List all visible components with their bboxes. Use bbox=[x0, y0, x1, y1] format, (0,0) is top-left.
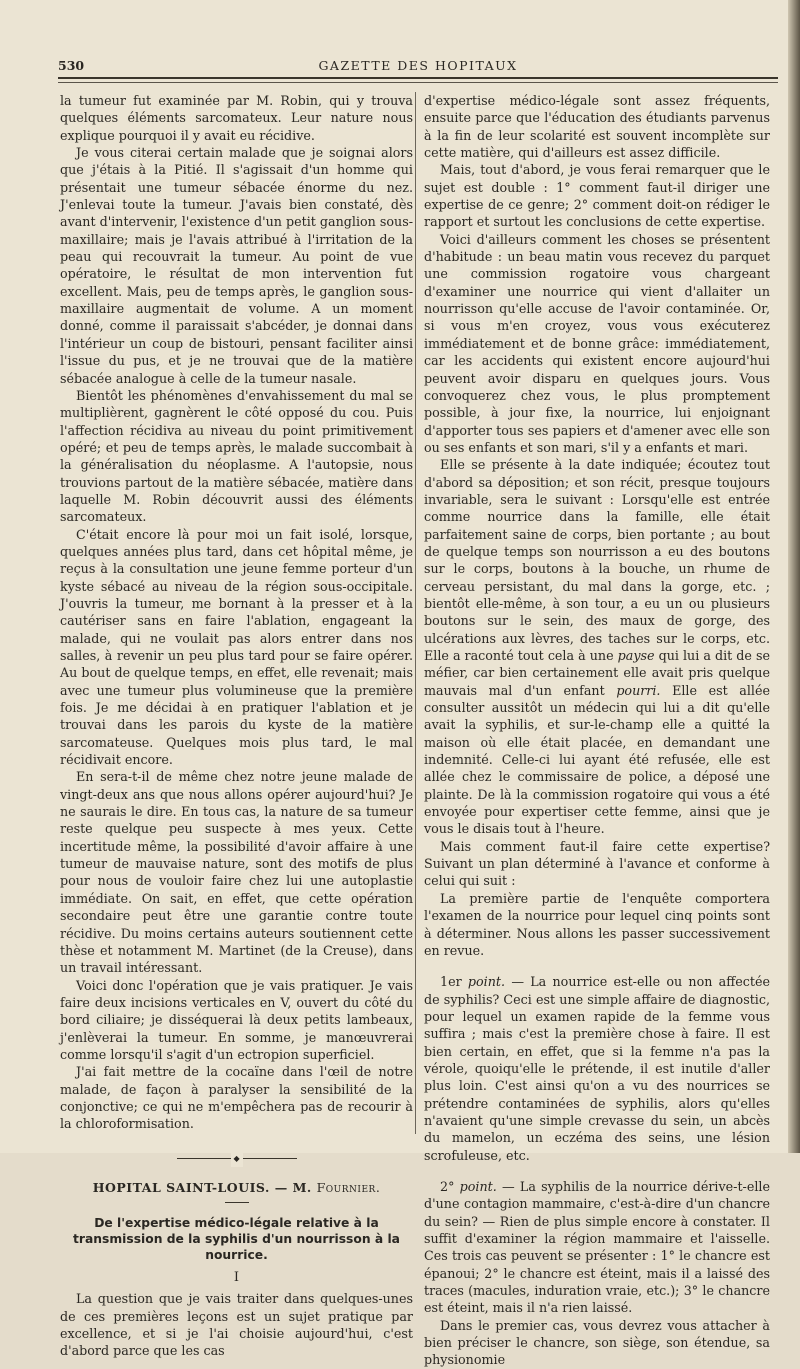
paragraph: Mais comment faut-il faire cette expertise? Suivant un plan déterminé à l'avance et conforme à celui qui suit : bbox=[424, 838, 770, 889]
page-number: 530 bbox=[58, 58, 85, 73]
part-numeral: I bbox=[233, 1269, 240, 1285]
paragraph: La première partie de l'enquête comportera l'examen de la nourrice pour lequel cinq points sont à déterminer. Nous allons les passer successivement en revue. bbox=[424, 890, 770, 958]
paragraph bbox=[424, 973, 770, 1164]
text-run: qui lui a dit de se méfier, car bien certainement elle avait pris quelque mauvais mal d'un enfant bbox=[424, 648, 770, 698]
paragraph: Je vous citerai certain malade que je soignai alors que j'étais à la Pitié. Il s'agissait d'un homme qui présentait une tumeur sébacée énorme du nez. J'enlevai toute la tumeur. J'avais bien constaté, dès avant d'intervenir, l'existence d'un petit ganglion sous-maxillaire; mais je l'avais attribué à l'irritation de la peau qui recouvrait la tumeur. Au point de vue opératoire, le résultat de mon intervention fut excellent. Mais, peu de temps après, le ganglion sous-maxillaire augmentait de volume. A un moment donné, comme il paraissait s'abcéder, je donnai dans l'intérieur un coup de bistouri, pensant faciliter ainsi l'issue du pus, et je ne trouvai que de la matière sébacée analogue à celle de la tumeur nasale. bbox=[60, 145, 413, 386]
paragraph: C'était encore là pour moi un fait isolé, lorsque, quelques années plus tard, dans cet hôpital même, je reçus à la consultation une jeune femme porteur d'un kyste sébacé au niveau de la région sous-occipitale. J'ouvris la tumeur, me bornant à la presser et à la cautériser sans en faire l'ablation, engageant la malade, qui ne voulait pas alors entrer dans nos salles, à revenir un peu plus tard pour se faire opérer. Au bout de quelque temps, en effet, elle revenait; mais avec une tumeur plus volumineuse que la première fois. Je me décidai à en pratiquer l'ablation et je trouvai dans les parois du kyste de la matière sarcomateuse. Quelques mois plus tard, le mal récidivait encore. bbox=[60, 526, 413, 768]
binding-edge bbox=[788, 0, 800, 1153]
point-label: point. bbox=[459, 1178, 497, 1194]
heading-rule bbox=[225, 1202, 249, 1203]
paragraph: d'expertise médico-légale sont assez fréquents, ensuite parce que l'éducation des étudiants parvenus à la fin de leur scolarité est souvent incomplète sur cette matière, qui d'ailleurs est assez difficile. bbox=[424, 93, 770, 161]
running-title: GAZETTE DES HOPITAUX bbox=[318, 58, 518, 73]
text-run: Elle se présente à la date indiquée; écoutez tout d'abord sa déposition; et son récit, presque toujours invariable, sera le suivant : Lorsqu'elle est entrée comme nourrice dans la famille, elle était parfaitement saine de corps, bien portante ; au bout de quelque temps son nourrisson a eu des boutons sur le corps, boutons à la bouche, un rhume de cerveau persistant, du mal dans la gorge, etc. ; bientôt elle-même, à son tour, a eu un ou plusieurs boutons sur le sein, des maux de gorge, des ulcérations aux lèvres, des taches sur le corps, etc. Elle a raconté tout cela à une bbox=[424, 457, 770, 663]
paragraph: Dans le premier cas, vous devrez vous attacher à bien préciser le chancre, son siège, son étendue, sa physionomie bbox=[424, 1317, 770, 1368]
paragraph: Mais, tout d'abord, je vous ferai remarquer que le sujet est double : 1° comment faut-il diriger une expertise de ce genre; 2° comment doit-on rédiger le rapport et surtout les conclusions de cette expertise. bbox=[424, 162, 770, 230]
text-run: Elle est allée consulter aussitôt un médecin qui lui a dit qu'elle avait la syphilis, et sur-le-champ elle a quitté la maison où elle était placée, en demandant une indemnité. Celle-ci lui ayant été refusée, elle est allée chez le commissaire de police, a déposé une plainte. De là la commission rogatoire qui vous a été envoyée pour expertiser cette femme, ainsi que je vous le disais tout à l'heure. bbox=[424, 682, 770, 837]
point-label: point. bbox=[467, 974, 506, 990]
paragraph: Voici d'ailleurs comment les choses se présentent d'habitude : un beau matin vous recevez du parquet une commission rogatoire vous chargeant d'examiner une nourrice qui vient d'allaiter un nourrisson qu'elle accuse de l'avoir contaminée. Or, si vous m'en croyez, vous vous exécuterez immédiatement et de bonne grâce: immédiatement, car les accidents qui existent encore aujourd'hui peuvent avoir disparu en quelques jours. Vous convoquerez chez vous, le plus promptement possible, à jour fixe, la nourrice, lui enjoignant d'apporter tous ses papiers et d'amener avec elle son ou ses enfants et son mari, s'il y a enfants et mari. bbox=[424, 231, 770, 455]
section-separator bbox=[177, 1155, 297, 1161]
column-divider bbox=[415, 92, 416, 1134]
point-number: 1er bbox=[440, 974, 462, 990]
text-run: — La nourrice est-elle ou non affectée de syphilis? Ceci est une simple affaire de diagnostic, pour lequel un examen rapide de la femme vous suffira ; mais c'est la première chose à faire. Il est bien certain, en effet, que si la femme n'a pas la vérole, quoiqu'elle le prétende, il est inutile d'aller plus loin. C'est ainsi qu'on a vu des nourrices se prétendre contaminées de syphilis, alors qu'elles n'avaient qu'une simple crevasse du sein, un abcès du mamelon, un eczéma des seins, une lésion scrofuleuse, etc. bbox=[424, 974, 770, 1163]
paragraph bbox=[424, 456, 770, 838]
section-heading-text: HOPITAL SAINT-LOUIS. — M. bbox=[92, 1179, 312, 1195]
section-heading bbox=[60, 1179, 413, 1196]
italic-term: pourri. bbox=[616, 682, 661, 698]
header-rule-thin bbox=[58, 82, 778, 83]
left-column bbox=[60, 92, 413, 1360]
paragraph: En sera-t-il de même chez notre jeune malade de vingt-deux ans que nous allons opérer aujourd'hui? Je ne saurais le dire. En tous cas, la nature de sa tumeur reste quelque peu suspecte à mes yeux. Cette incertitude même, la possibilité d'avoir affaire à une tumeur de mauvaise nature, sont des motifs de plus pour nous de vouloir faire chez lui une autoplastie immédiate. On sait, en effet, que cette opération secondaire peut être une garantie contre toute récidive. Du moins certains auteurs soutiennent cette thèse et notamment M. Martinet (de la Creuse), dans un travail intéressant. bbox=[60, 769, 413, 976]
section-heading-author: Fournier. bbox=[316, 1179, 381, 1195]
paragraph: Voici donc l'opération que je vais pratiquer. Je vais faire deux incisions verticales en V, ouvert du côté du bord ciliaire; je disséquerai là deux petits lambeaux, j'enlèverai la tumeur. En somme, je manœuvrerai comme lorsqu'il s'agit d'un ectropion superficiel. bbox=[60, 977, 413, 1062]
point-number: 2° bbox=[440, 1178, 455, 1194]
header-rule bbox=[58, 77, 778, 79]
italic-term: payse bbox=[617, 648, 655, 663]
paragraph: J'ai fait mettre de la cocaïne dans l'œil de notre malade, de façon à paralyser la sensibilité de la conjonctive; ce qui ne m'empêchera pas de recourir à la chloroformisation. bbox=[60, 1064, 413, 1132]
text-run: — La syphilis de la nourrice dérive-t-elle d'une contagion mammaire, c'est-à-dire d'un chancre du sein? — Rien de plus simple encore à constater. Il suffit d'examiner la région mammaire et l'aisselle. Ces trois cas peuvent se présenter : 1° le chancre est épanoui; 2° le chancre est éteint, mais il a laissé des traces (macules, induration vraie, etc.); 3° le chancre est éteint, mais il n'a rien laissé. bbox=[424, 1178, 770, 1316]
right-column bbox=[424, 92, 770, 1369]
paragraph: La question que je vais traiter dans quelques-unes de ces premières leçons est un sujet pratique par excellence, et si je l'ai choisie aujourd'hui, c'est d'abord parce que les cas bbox=[60, 1291, 413, 1359]
paragraph: Bientôt les phénomènes d'envahissement du mal se multiplièrent, gagnèrent le côté opposé du cou. Puis l'affection récidiva au niveau du point primitivement opéré; et peu de temps après, le malade succombait à la généralisation du néoplasme. A l'autopsie, nous trouvions partout de la matière sébacée, matière dans laquelle M. Robin découvrit aussi des éléments sarcomateux. bbox=[60, 387, 413, 525]
paragraph: la tumeur fut examinée par M. Robin, qui y trouva quelques éléments sarcomateux. Leur nature nous explique pourquoi il y avait eu récidive. bbox=[60, 93, 413, 143]
lecture-title: De l'expertise médico-légale relative à la transmission de la syphilis d'un nourrisson à la nourrice. bbox=[73, 1215, 400, 1262]
page-header bbox=[58, 58, 778, 76]
paragraph bbox=[424, 1178, 770, 1317]
